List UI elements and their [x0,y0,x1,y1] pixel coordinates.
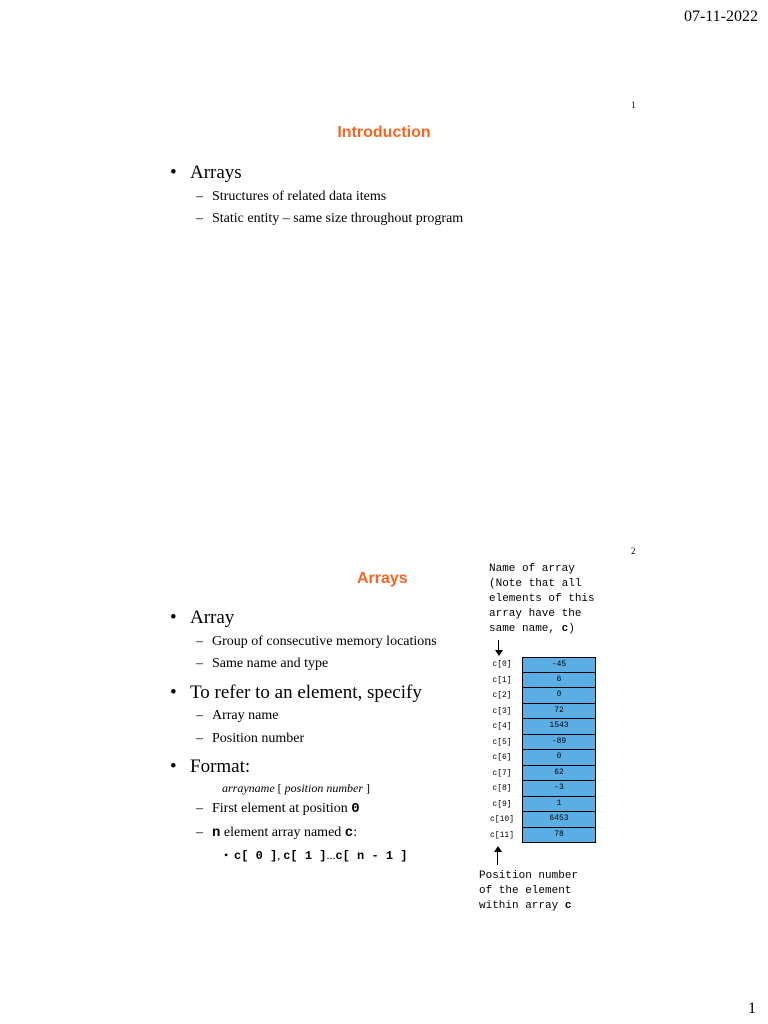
document-date: 07-11-2022 [683,8,758,25]
array-element-value: 6 [522,673,596,689]
array-element-value: -3 [522,781,596,797]
array-element-row [482,781,596,797]
array-element-row [482,812,596,828]
array-element-value: 1 [522,797,596,813]
position-number-annotation: Position number of the element within array c [479,870,579,912]
sub-bullet-item: – Same name and type [196,656,329,671]
array-index-label: c[1] [492,675,512,685]
array-element-row [482,750,596,766]
array-element-value: 6453 [522,812,596,828]
sub-bullet-item: – First element at position 0 [196,801,360,817]
bullet-item: • Arrays [170,162,242,183]
array-element-row [482,828,596,844]
array-index-label: c[9] [492,799,512,809]
array-index-label: c[3] [492,706,512,716]
bullet-item: • To refer to an element, specify [170,682,422,703]
array-element-value: -89 [522,735,596,751]
arrowhead-down-icon [495,650,503,656]
array-name-annotation: Name of array (Note that all elements of this array have the same name, c) [489,563,595,635]
bullet-item: • Array [170,607,235,628]
arrow-up-icon [497,851,498,865]
array-element-row [482,766,596,782]
array-element-value: 72 [522,704,596,720]
slide-2 [0,512,768,1024]
array-element-row [482,657,596,673]
array-element-value: -45 [522,657,596,673]
sub-bullet-item: – Structures of related data items [196,189,387,204]
array-index-label: c[0] [492,660,512,670]
array-index-label: c[7] [492,768,512,778]
format-syntax: arrayname [ position number ] [222,781,371,795]
slide-title: Arrays [357,570,408,587]
slide-number: 1 [631,100,636,110]
array-index-label: c[5] [492,737,512,747]
array-diagram [482,657,596,843]
array-element-row [482,735,596,751]
array-element-row [482,797,596,813]
sub-bullet-item: – Position number [196,731,305,746]
array-index-label: c[4] [492,722,512,732]
sub-bullet-item: – Group of consecutive memory locations [196,634,437,649]
array-index-label: c[2] [492,691,512,701]
array-element-row [482,688,596,704]
array-element-row [482,704,596,720]
sub-bullet-item: – n element array named c: [196,825,358,841]
slide-title: Introduction [337,124,431,141]
sub-bullet-item: – Array name [196,708,279,723]
array-index-label: c[10] [489,815,514,825]
array-index-label: c[6] [492,753,512,763]
slide-number: 2 [631,546,636,556]
array-element-row [482,719,596,735]
array-element-value: 0 [522,750,596,766]
sub-sub-bullet-item: • c[ 0 ], c[ 1 ]...c[ n - 1 ] [224,848,408,863]
array-element-row [482,673,596,689]
array-element-value: 78 [522,828,596,844]
array-element-value: 0 [522,688,596,704]
document-page-number: 1 [748,1000,756,1017]
sub-bullet-item: – Static entity – same size throughout program [196,211,464,226]
array-element-value: 62 [522,766,596,782]
bullet-item: • Format: [170,756,251,777]
array-index-label: c[8] [492,784,512,794]
array-index-label: c[11] [489,830,514,840]
array-element-value: 1543 [522,719,596,735]
arrowhead-up-icon [494,846,502,852]
